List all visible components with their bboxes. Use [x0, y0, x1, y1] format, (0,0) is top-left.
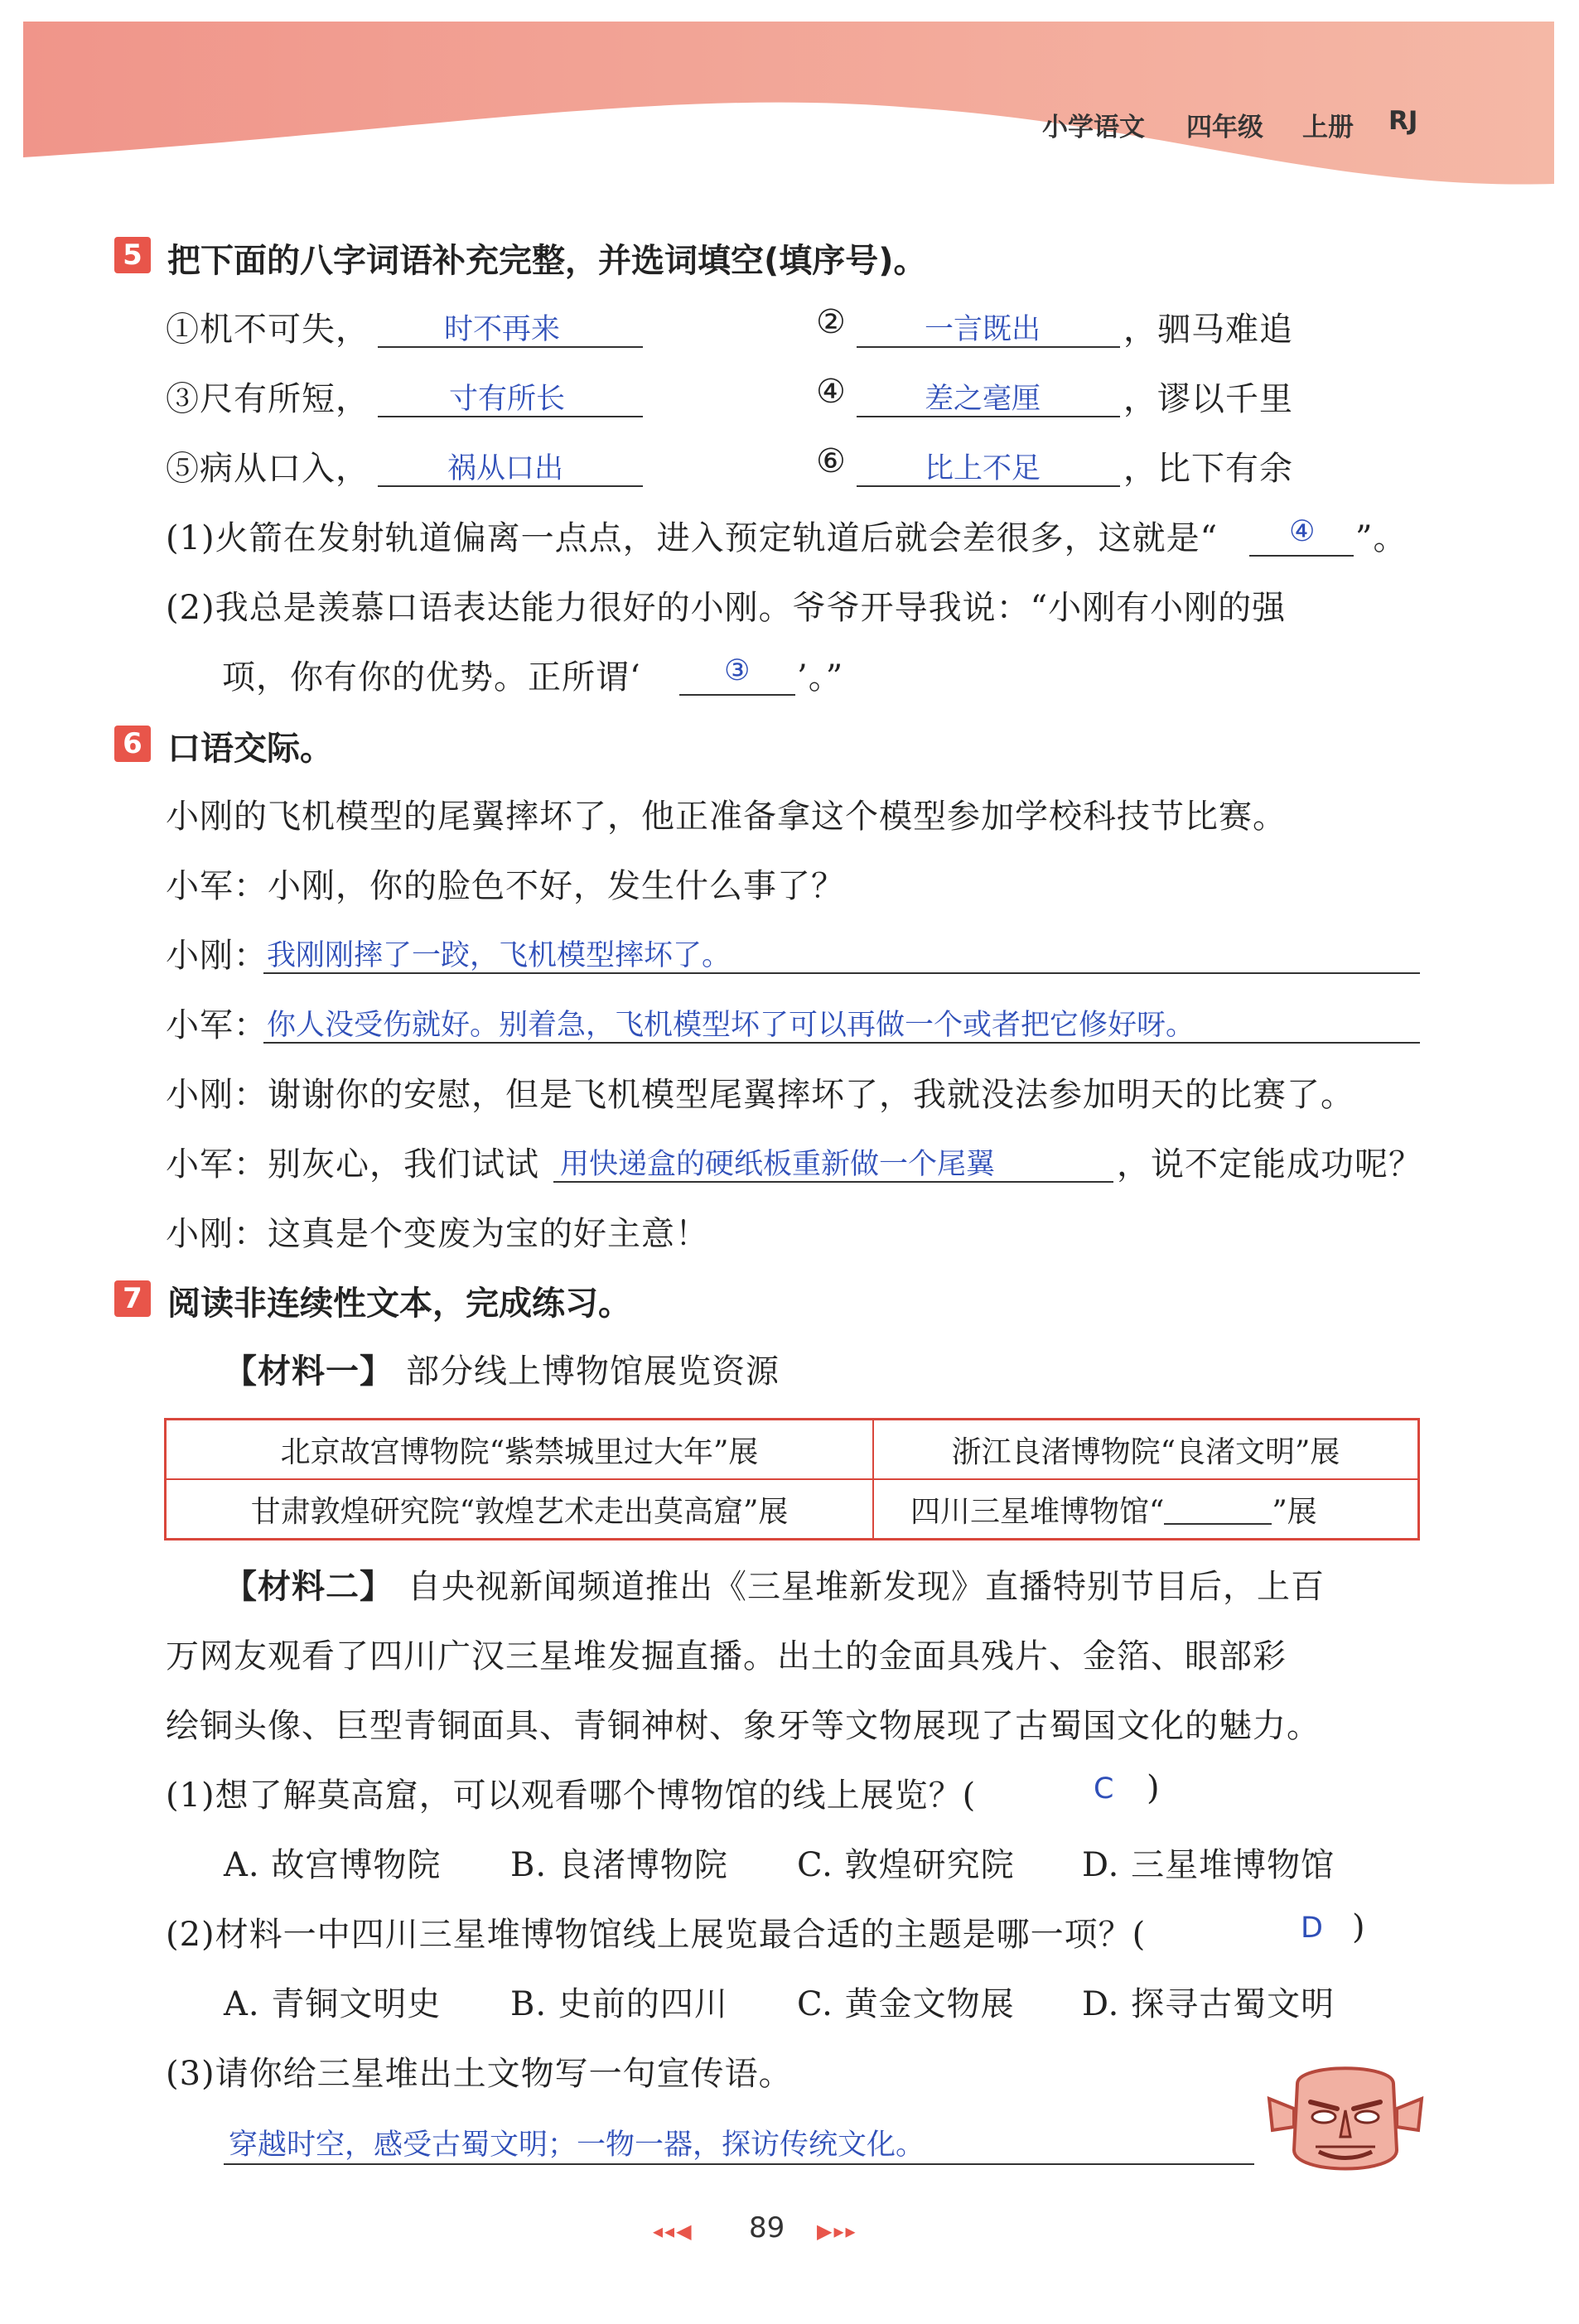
q7-3-prompt: (3)请你给三星堆出土文物写一句宣传语。 [166, 2055, 793, 2093]
q5-sentence-1-blank [1249, 555, 1354, 557]
q5-sentence-2-answer: ③ [724, 654, 751, 687]
material-1-text: 部分线上博物馆展览资源 [406, 1352, 780, 1391]
q7-2-prompt: (2)材料一中四川三星堆博物馆线上展览最合适的主题是哪一项？( [166, 1916, 1147, 1954]
material-2-line-3: 绘铜头像、巨型青铜面具、青铜神树、象牙等文物展现了古蜀国文化的魅力。 [166, 1707, 1321, 1745]
page-number: 89 [749, 2211, 785, 2244]
q7-2-answer: D [1301, 1912, 1323, 1945]
question-number-6: 6 [114, 726, 151, 762]
idiom-6-prefix: ⑥ [816, 442, 847, 480]
q5-sentence-2-line-1: (2)我总是羡慕口语表达能力很好的小刚。爷爷开导我说：“小刚有小刚的强 [166, 589, 1287, 627]
idiom-1-answer: 时不再来 [444, 313, 561, 346]
q7-1-option-a: A. 故宫博物院 [224, 1846, 442, 1884]
q7-2-option-c: C. 黄金文物展 [797, 1985, 1015, 2023]
dialogue-line-4: 小刚：谢谢你的安慰，但是飞机模型尾翼摔坏了，我就没法参加明天的比赛了。 [166, 1076, 1354, 1114]
question-6-title: 口语交际。 [167, 730, 333, 768]
idiom-3-prefix: ③尺有所短， [166, 380, 369, 418]
q7-2-option-d: D. 探寻古蜀文明 [1082, 1985, 1335, 2023]
question-5-title: 把下面的八字词语补充完整，并选词填空(填序号)。 [167, 242, 927, 280]
q7-2-option-a: A. 青铜文明史 [224, 1985, 442, 2023]
table-cell: 北京故宫博物院“紫禁城里过大年”展 [166, 1420, 874, 1480]
question-number-5: 5 [114, 237, 151, 273]
dialogue-line-3-speaker: 小军： [166, 1006, 268, 1044]
q7-3-answer: 穿越时空，感受古蜀文明；一物一器，探访传统文化。 [229, 2129, 925, 2162]
q5-sentence-1-suffix: ”。 [1355, 519, 1408, 557]
idiom-3-answer: 寸有所长 [449, 383, 566, 416]
dialogue-intro: 小刚的飞机模型的尾翼摔坏了，他正准备拿这个模型参加学校科技节比赛。 [166, 798, 1287, 836]
dialogue-line-3-answer: 你人没受伤就好。别着急，飞机模型坏了可以再做一个或者把它修好呀。 [267, 1009, 1195, 1042]
q7-1-option-c: C. 敦煌研究院 [797, 1846, 1015, 1884]
dialogue-line-5-answer: 用快递盒的硬纸板重新做一个尾翼 [560, 1148, 996, 1181]
q7-2-close: ) [1352, 1908, 1366, 1946]
idiom-1-prefix: ①机不可失， [166, 311, 369, 349]
q7-3-blank [224, 2163, 1254, 2165]
footer-right-arrows-icon: ▶▸▸ [817, 2220, 857, 2243]
museum-table [164, 1418, 1420, 1540]
dialogue-line-2-answer: 我刚刚摔了一跤，飞机模型摔坏了。 [267, 939, 732, 972]
dialogue-line-2-speaker: 小刚： [166, 937, 268, 975]
q7-1-option-b: B. 良渚博物院 [510, 1846, 728, 1884]
idiom-4-answer: 差之毫厘 [925, 383, 1041, 416]
idiom-2-prefix: ② [816, 303, 847, 341]
q5-sentence-1-answer: ④ [1289, 515, 1316, 548]
q5-sentence-2-suffix: ’。” [797, 658, 844, 697]
table-row [166, 1479, 1419, 1540]
material-1-label: 【材料一】 [224, 1352, 394, 1391]
dialogue-line-5-suffix: ，说不定能成功呢？ [1117, 1145, 1422, 1184]
bronze-mask-icon [1264, 2051, 1427, 2191]
q7-1-answer: C [1094, 1772, 1114, 1806]
question-7-title: 阅读非连续性文本，完成练习。 [167, 1285, 631, 1323]
header-edition: RJ [1388, 106, 1418, 136]
idiom-5-prefix: ⑤病从口入， [166, 450, 369, 488]
dialogue-line-6: 小刚：这真是个变废为宝的好主意！ [166, 1215, 709, 1253]
table-cell-text: 四川三星堆博物馆“ [910, 1494, 1165, 1529]
idiom-6-answer: 比上不足 [925, 452, 1041, 485]
idiom-5-answer: 祸从口出 [447, 452, 564, 485]
dialogue-line-1: 小军：小刚，你的脸色不好，发生什么事了？ [166, 867, 845, 905]
q5-sentence-1-prefix: (1)火箭在发射轨道偏离一点点，进入预定轨道后就会差很多，这就是“ [166, 519, 1219, 557]
idiom-2-suffix: ，驷马难追 [1123, 311, 1293, 349]
idiom-6-suffix: ，比下有余 [1123, 450, 1293, 488]
table-blank [1164, 1523, 1272, 1525]
q7-2-option-b: B. 史前的四川 [510, 1985, 728, 2023]
table-cell-blank [873, 1479, 1419, 1540]
footer-left-arrows-icon: ◂◂◀ [653, 2220, 693, 2243]
q7-1-option-d: D. 三星堆博物馆 [1082, 1846, 1335, 1884]
material-2-line-1: 自央视新闻频道推出《三星堆新发现》直播特别节目后，上百 [408, 1568, 1325, 1606]
idiom-4-suffix: ，谬以千里 [1123, 380, 1293, 418]
dialogue-line-5-prefix: 小军：别灰心，我们试试 [166, 1145, 539, 1184]
table-cell: 甘肃敦煌研究院“敦煌艺术走出莫高窟”展 [166, 1479, 874, 1540]
q7-1-close: ) [1147, 1769, 1161, 1807]
idiom-2-answer: 一言既出 [925, 313, 1041, 346]
header-subject: 小学语文 [1042, 113, 1145, 142]
table-cell-close: ”展 [1272, 1494, 1317, 1529]
question-number-7: 7 [114, 1280, 151, 1317]
table-cell: 浙江良渚博物院“良渚文明”展 [873, 1420, 1419, 1480]
q7-1-prompt: (1)想了解莫高窟，可以观看哪个博物馆的线上展览？( [166, 1777, 977, 1815]
idiom-4-prefix: ④ [816, 373, 847, 411]
header-grade: 四年级 [1186, 113, 1263, 142]
header-banner [0, 0, 1579, 190]
q5-sentence-2-prefix: 项，你有你的优势。正所谓‘ [222, 658, 641, 697]
material-2-label: 【材料二】 [224, 1567, 394, 1606]
q5-sentence-2-blank [679, 694, 795, 696]
header-volume: 上册 [1302, 113, 1354, 142]
table-row [166, 1420, 1419, 1480]
material-2-line-2: 万网友观看了四川广汉三星堆发掘直播。出土的金面具残片、金箔、眼部彩 [166, 1637, 1287, 1675]
